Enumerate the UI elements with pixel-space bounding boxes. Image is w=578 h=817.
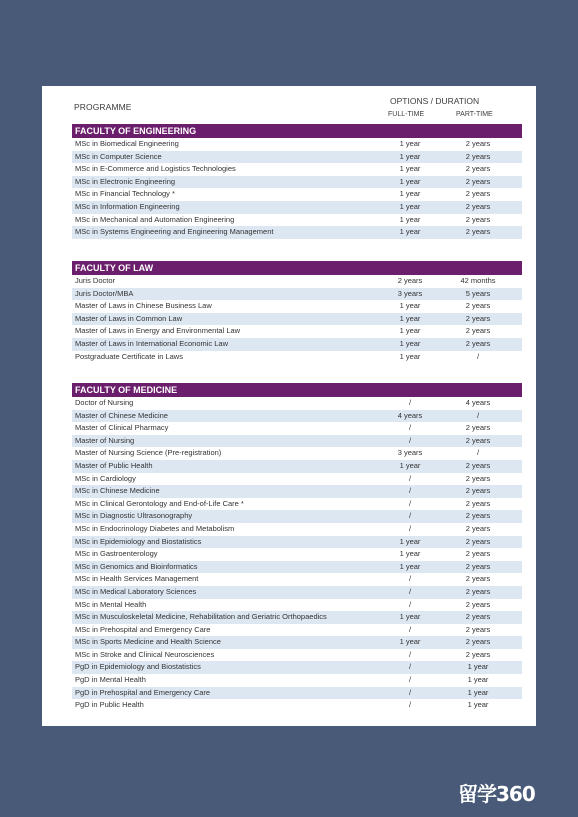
part-time-duration: 2 years [465,423,491,433]
programme-name: MSc in Genomics and Bioinformatics [75,561,198,571]
part-time-duration: 1 year [467,675,489,685]
full-time-duration: 3 years [397,448,423,458]
programme-name: MSc in Diagnostic Ultrasonography [75,511,193,521]
table-row [72,649,522,662]
part-time-duration: 1 year [467,662,489,672]
watermark-logo: 留学360 [458,782,535,806]
programme-name: Postgraduate Certificate in Laws [75,351,183,361]
faculty-medicine-section [72,383,522,712]
part-time-duration: 2 years [465,201,491,211]
programme-name: MSc in E-Commerce and Logistics Technologies [75,164,236,174]
table-row [72,422,522,435]
full-time-duration: 1 year [399,549,421,559]
table-row [72,573,522,586]
full-time-duration: 3 years [397,288,423,298]
programme-name: MSc in Medical Laboratory Sciences [75,586,197,596]
table-row [72,300,522,313]
table-row [72,498,522,511]
programme-name: MSc in Mental Health [75,599,147,609]
table-row [72,586,522,599]
full-time-duration: 1 year [399,189,421,199]
programme-name: Juris Doctor [75,276,116,285]
part-time-duration: 2 years [465,313,491,323]
programme-name: MSc in Information Engineering [75,201,180,211]
table-row [72,536,522,549]
full-time-duration: 1 year [399,301,421,311]
full-time-duration: / [408,574,412,584]
table-row [72,226,522,239]
part-time-duration: 2 years [465,460,491,470]
part-time-duration: 2 years [465,338,491,348]
part-time-duration: / [476,410,480,420]
table-row [72,138,522,151]
part-time-duration: 2 years [465,164,491,174]
options-duration-header: OPTIONS / DURATION [390,96,480,106]
full-time-duration: / [408,687,412,697]
programme-name: Master of Nursing [75,435,135,445]
table-row [72,151,522,164]
full-time-duration: / [408,473,412,483]
full-time-duration: 1 year [399,176,421,186]
full-time-duration: / [408,599,412,609]
programme-name: Master of Laws in Chinese Business Law [75,301,212,311]
full-time-duration: 1 year [399,338,421,348]
part-time-duration: 2 years [465,536,491,546]
programme-name: Juris Doctor/MBA [75,288,134,298]
full-time-duration: / [408,586,412,596]
part-time-duration: 1 year [467,687,489,697]
programme-name: MSc in Prehospital and Emergency Care [75,624,211,634]
full-time-header: FULL-TIME [388,111,425,118]
part-time-duration: 2 years [465,326,491,336]
part-time-duration: 2 years [465,649,491,659]
programme-name: MSc in Financial Technology * [75,189,175,199]
full-time-duration: 1 year [399,214,421,224]
table-row [72,313,522,326]
table-row [72,624,522,637]
full-time-duration: 1 year [399,326,421,336]
full-time-duration: 1 year [399,460,421,470]
table-row [72,214,522,227]
full-time-duration: / [408,700,412,710]
part-time-duration: 2 years [465,189,491,199]
table-row [72,687,522,700]
full-time-duration: / [408,398,412,407]
part-time-duration: 2 years [465,473,491,483]
table-row [72,523,522,536]
part-time-duration: / [476,448,480,458]
full-time-duration: 1 year [399,201,421,211]
faculty-title: FACULTY OF LAW [72,261,522,275]
part-time-duration: 2 years [465,176,491,186]
full-time-duration: 4 years [397,410,423,420]
programme-header: PROGRAMME [74,102,132,112]
programme-name: Master of Laws in International Economic Law [75,338,228,348]
part-time-duration: 2 years [465,599,491,609]
full-time-duration: 1 year [399,351,421,361]
part-time-duration: 2 years [465,301,491,311]
programme-name: Master of Clinical Pharmacy [75,423,169,433]
programme-name: MSc in Musculoskeletal Medicine, Rehabilitation and Geriatric Orthopaedics [75,612,327,622]
table-row [72,275,522,288]
table-row [72,325,522,338]
part-time-duration: 2 years [465,561,491,571]
full-time-duration: / [408,511,412,521]
table-row [72,410,522,423]
programme-name: Doctor of Nursing [75,398,134,407]
full-time-duration: / [408,423,412,433]
full-time-duration: 1 year [399,612,421,622]
programme-name: PgD in Epidemiology and Biostatistics [75,662,201,672]
part-time-duration: 42 months [460,276,496,285]
programme-name: MSc in Biomedical Engineering [75,139,179,148]
programme-name: Master of Nursing Science (Pre-registration) [75,448,222,458]
part-time-duration: 2 years [465,214,491,224]
full-time-duration: / [408,523,412,533]
table-row [72,397,522,410]
full-time-duration: / [408,624,412,634]
part-time-duration: / [476,351,480,361]
part-time-duration: 2 years [465,523,491,533]
table-row [72,176,522,189]
table-row [72,473,522,486]
full-time-duration: 1 year [399,313,421,323]
part-time-duration: 2 years [465,637,491,647]
part-time-duration: 5 years [465,288,491,298]
part-time-duration: 2 years [465,586,491,596]
programme-name: MSc in Chinese Medicine [75,486,160,496]
programme-name: MSc in Endocrinology Diabetes and Metabolism [75,523,235,533]
table-row [72,674,522,687]
full-time-duration: / [408,675,412,685]
full-time-duration: / [408,649,412,659]
full-time-duration: 1 year [399,561,421,571]
table-row [72,201,522,214]
full-time-duration: 1 year [399,164,421,174]
programme-name: MSc in Gastroenterology [75,549,158,559]
table-row [72,611,522,624]
full-time-duration: / [408,662,412,672]
programme-name: Master of Laws in Common Law [75,313,183,323]
table-row [72,485,522,498]
table-row [72,188,522,201]
table-row [72,447,522,460]
programme-name: MSc in Stroke and Clinical Neurosciences [75,649,215,659]
table-row [72,699,522,712]
full-time-duration: / [408,498,412,508]
part-time-duration: 2 years [465,227,491,237]
full-time-duration: 1 year [399,151,421,161]
programme-name: MSc in Electronic Engineering [75,176,176,186]
table-row [72,338,522,351]
programme-name: MSc in Sports Medicine and Health Science [75,637,221,647]
programme-name: Master of Public Health [75,460,153,470]
table-row [72,636,522,649]
part-time-duration: 2 years [465,612,491,622]
programme-name: PgD in Public Health [75,700,144,710]
table-row [72,435,522,448]
part-time-duration: 2 years [465,549,491,559]
table-row [72,288,522,301]
programme-sheet [42,86,536,726]
programme-name: MSc in Cardiology [75,473,136,483]
table-row [72,599,522,612]
programme-name: Master of Chinese Medicine [75,410,168,420]
faculty-law-section [72,261,522,363]
full-time-duration: 1 year [399,227,421,237]
programme-name: MSc in Health Services Management [75,574,199,584]
table-row [72,460,522,473]
full-time-duration: 2 years [397,276,423,285]
programme-name: MSc in Mechanical and Automation Engineering [75,214,235,224]
part-time-duration: 4 years [465,398,491,407]
part-time-duration: 2 years [465,574,491,584]
part-time-header: PART-TIME [456,111,493,118]
faculty-title: FACULTY OF MEDICINE [72,383,522,397]
part-time-duration: 2 years [465,498,491,508]
full-time-duration: 1 year [399,536,421,546]
programme-name: Master of Laws in Energy and Environmental Law [75,326,241,336]
table-row [72,548,522,561]
faculty-engineering-section [72,124,522,239]
full-time-duration: 1 year [399,139,421,148]
part-time-duration: 2 years [465,435,491,445]
table-row [72,510,522,523]
full-time-duration: / [408,435,412,445]
full-time-duration: / [408,486,412,496]
programme-name: PgD in Prehospital and Emergency Care [75,687,211,697]
table-row [72,163,522,176]
programme-name: MSc in Epidemiology and Biostatistics [75,536,202,546]
table-row [72,351,522,364]
full-time-duration: 1 year [399,637,421,647]
part-time-duration: 2 years [465,151,491,161]
table-row [72,661,522,674]
programme-name: MSc in Clinical Gerontology and End-of-Life Care * [75,498,244,508]
table-row [72,561,522,574]
programme-name: MSc in Computer Science [75,151,162,161]
part-time-duration: 2 years [465,511,491,521]
part-time-duration: 1 year [467,700,489,710]
programme-name: PgD in Mental Health [75,675,146,685]
part-time-duration: 2 years [465,624,491,634]
part-time-duration: 2 years [465,486,491,496]
part-time-duration: 2 years [465,139,491,148]
faculty-title: FACULTY OF ENGINEERING [72,124,522,138]
programme-name: MSc in Systems Engineering and Engineering Management [75,227,274,237]
